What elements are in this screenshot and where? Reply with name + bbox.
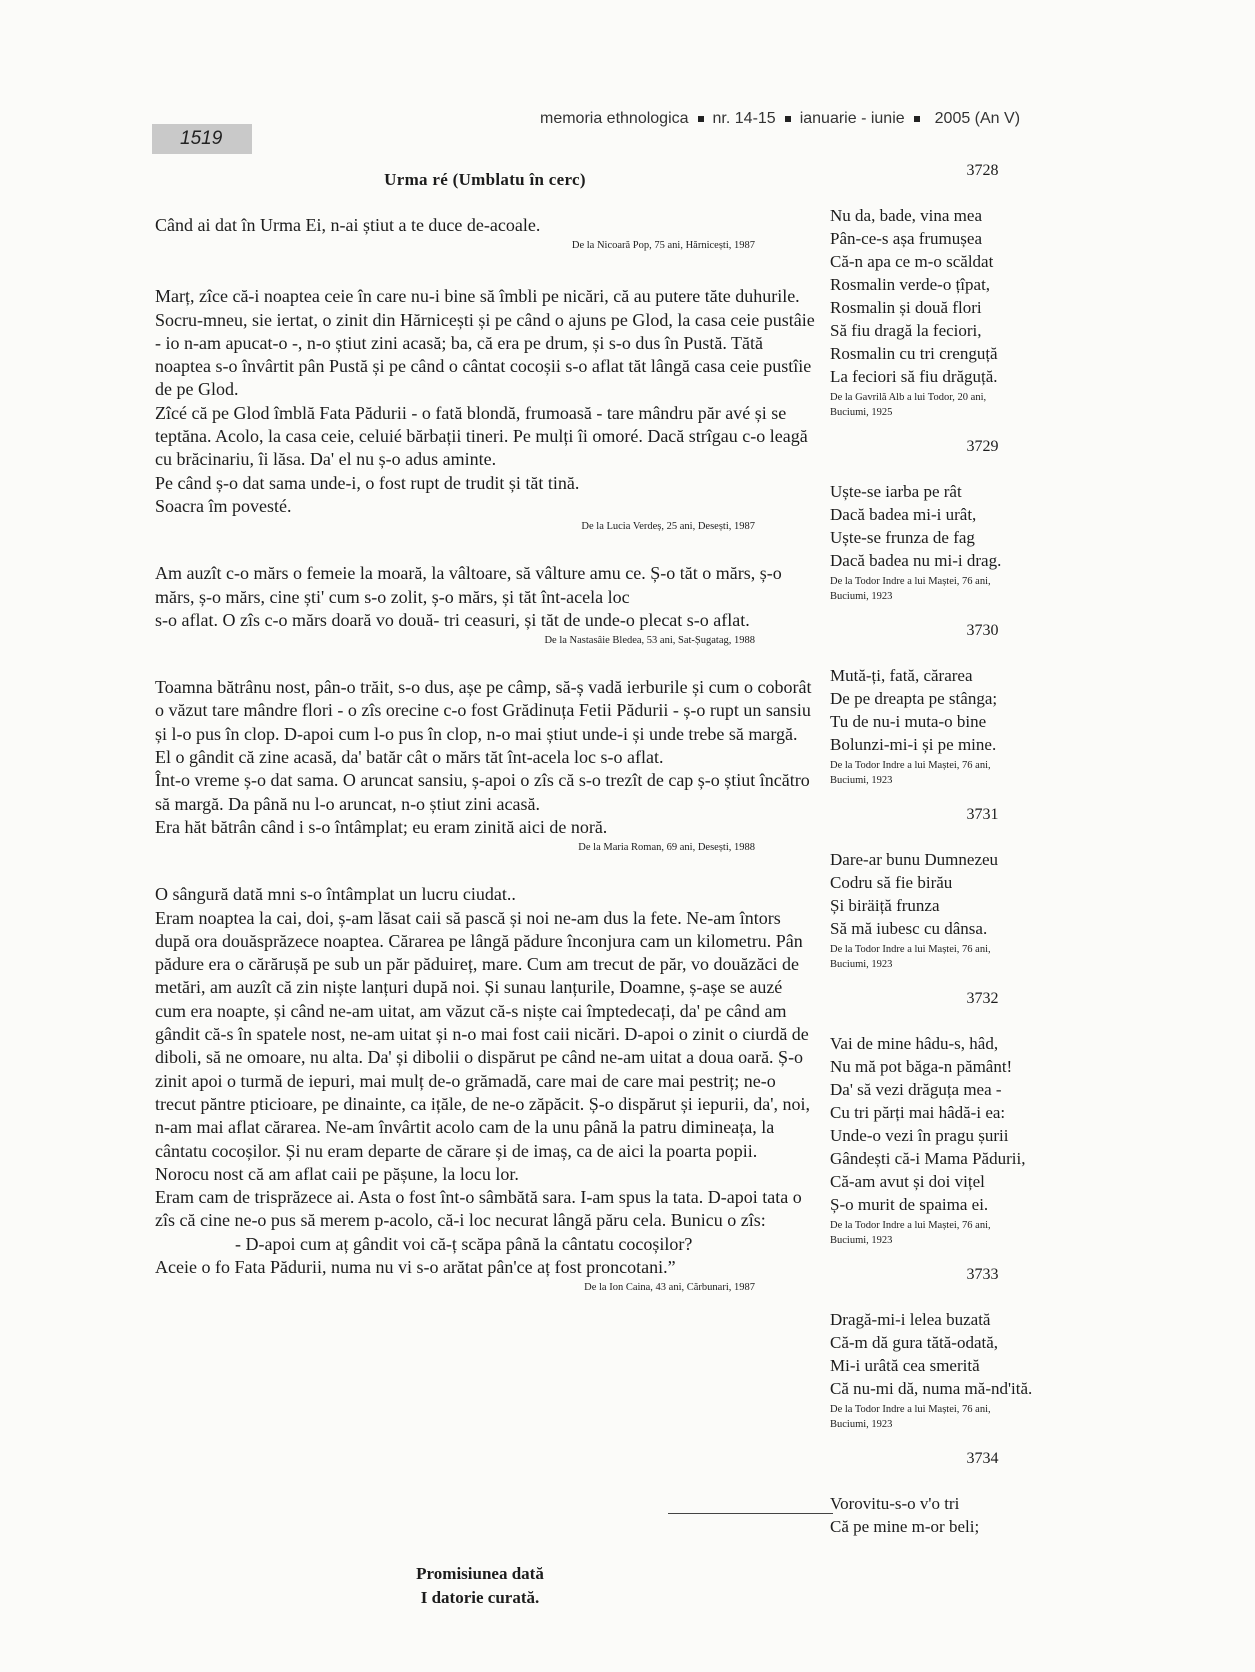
poem-line: Rosmalin și două flori: [830, 298, 982, 317]
issue-year: 2005 (An V): [934, 110, 1021, 127]
poem-source: De la Todor Indre a lui Maștei, 76 ani, Buciumi, 1923: [830, 760, 991, 786]
story-paragraph: s-o aflat. O zîs c-o mărs doară vo două- tri ceasuri, și tăt de unde-o plecat s-o aflat.: [155, 609, 750, 630]
left-column: [155, 170, 815, 1317]
story-source: De la Lucia Verdeș, 25 ani, Desești, 1987: [581, 521, 755, 533]
poem-line: Dragă-mi-i lelea buzată: [830, 1310, 991, 1329]
journal-name: memoria ethnologica: [540, 110, 689, 127]
poem-line: Că-am avut și doi vițel: [830, 1172, 985, 1191]
story-paragraph: Eram cam de trisprăzece ai. Asta o fost înt-o sâmbătă sara. I-am spus la tata. D-apoi tata o zîs că cine ne-o pus să merem p-acolo, că-i loc necurat lângă păru cela. Bunicu o zîs:: [155, 1187, 802, 1231]
section-title: Urma ré (Umblatu în cerc): [384, 170, 586, 189]
poem-line: De pe dreapta pe stânga;: [830, 689, 998, 708]
poem: [830, 1450, 1115, 1538]
story-paragraph: O sângură dată mni s-o întâmplat un lucru ciudat..: [155, 884, 516, 905]
poem-line: Mută-ți, fată, cărarea: [830, 666, 973, 685]
story-paragraph: Marț, zîce că-i noaptea ceie în care nu-i bine să îmbli pe nicări, că au putere tăte duhurile.: [155, 286, 800, 307]
poem-line: Bolunzi-mi-i și pe mine.: [830, 735, 997, 754]
issue-number: nr. 14-15: [712, 110, 776, 127]
poem-line: Uște-se iarba pe rât: [830, 482, 962, 501]
poem-line: Mi-i urâtă cea smerită: [830, 1356, 980, 1375]
poem: [830, 1266, 1115, 1432]
poem-line: Dare-ar bunu Dumnezeu: [830, 850, 999, 869]
poem-line: Că pe mine m-or beli;: [830, 1517, 980, 1536]
poem-source: De la Gavrilă Alb a lui Todor, 20 ani, Buciumi, 1925: [830, 392, 987, 418]
story-paragraph: Soacra îm povesté.: [155, 495, 292, 516]
poem-source: De la Todor Indre a lui Maștei, 76 ani, Buciumi, 1923: [830, 576, 991, 602]
right-column: [830, 162, 1115, 1556]
separator-square-icon: [914, 116, 920, 122]
story: [155, 562, 815, 648]
next-section-title-line: Promisiunea dată: [416, 1564, 544, 1583]
story-source: De la Nastasâie Bledea, 53 ani, Sat-Șugatag, 1988: [544, 635, 755, 647]
issue-months: ianuarie - iunie: [799, 110, 905, 127]
story: [155, 214, 815, 253]
poem-source: De la Todor Indre a lui Maștei, 76 ani, Buciumi, 1923: [830, 944, 991, 970]
poem-line: Să mă iubesc cu dânsa.: [830, 919, 988, 938]
story-source: De la Nicoară Pop, 75 ani, Hărnicești, 1987: [571, 240, 755, 252]
story-paragraph: Zîcé că pe Glod îmblă Fata Pădurii - o fată blondă, frumoasă - tare mândru păr avé și se teptăna. Acolo, la casa ceie, celuié bărbații tineri. Pe mulți îi omoré. Dacă strîgau c-o leagă cu brăcinariu, îi lăsa. Da' el nu ș-o adus aminte.: [155, 402, 808, 470]
poem-number: 3729: [966, 438, 999, 455]
poem-line: Cu tri părți mai hâdă-i ea:: [830, 1103, 1006, 1122]
poem-line: Tu de nu-i muta-o bine: [830, 712, 987, 731]
story-paragraph: Toamna bătrânu nost, pân-o trăit, s-o dus, așe pe câmp, să-ș vadă ierburile și cum o coborât o văzut tare mândre flori - o zîs orecine c-o fost Grădinuța Fetii Pădurii - ș-o rupt un sansiu și l-o pus în clop. D-apoi cum l-o pus în clop, n-o mai știut unde-i și unde trebe să margă. El o gândit că zine acasă, da' batăr cât o mărs tăt înt-acela loc s-o aflat.: [155, 677, 812, 768]
poem-number: 3730: [966, 622, 999, 639]
story-source: De la Maria Roman, 69 ani, Desești, 1988: [578, 842, 755, 854]
story-paragraph: Pe când ș-o dat sama unde-i, o fost rupt de trudit și tăt tină.: [155, 472, 580, 493]
story: [155, 676, 815, 855]
poem: [830, 438, 1115, 604]
poem-line: Că-n apa ce m-o scăldat: [830, 252, 994, 271]
poem-line: Să fiu dragă la feciori,: [830, 321, 982, 340]
poem-line: Rosmalin cu tri crenguță: [830, 344, 998, 363]
poem-number: 3732: [966, 990, 999, 1007]
poem-line: Dacă badea mi-i urât,: [830, 505, 977, 524]
poem-line: Și biräiță frunza: [830, 896, 940, 915]
poem-line: Nu mă pot băga-n pământ!: [830, 1057, 1013, 1076]
page-number: 1519: [152, 124, 252, 154]
story-paragraph: Am auzît c-o mărs o femeie la moară, la vâltoare, să vâlture amu ce. Ș-o tăt o mărs, ș-o mărs, ș-o mărs, cine ști' cum s-o zolit, ș-o mărs, și tăt înt-acela loc: [155, 563, 782, 607]
story-paragraph: Când ai dat în Urma Ei, n-ai știut a te duce de-acoale.: [155, 215, 541, 235]
poem-number: 3733: [966, 1266, 999, 1283]
running-header: [540, 110, 1020, 128]
poem: [830, 162, 1115, 420]
story-source: De la Ion Caina, 43 ani, Cărbunari, 1987: [584, 1282, 755, 1294]
separator-square-icon: [698, 116, 704, 122]
story-paragraph: Înt-o vreme ș-o dat sama. O aruncat sansiu, ș-apoi o zîs că s-o trezît de cap ș-o știut încătro să margă. Da până nu l-o aruncat, n-o știut zini acasă.: [155, 770, 810, 814]
poem-source: De la Todor Indre a lui Maștei, 76 ani, Buciumi, 1923: [830, 1404, 991, 1430]
story-paragraph: Eram noaptea la cai, doi, ș-am lăsat caii să pască și noi ne-am dus la fete. Ne-am întors după ora douăsprăzece noaptea. Cărarea pe lângă pădure înconjura cam un kilometru. Pân pădure era o cărărușă pe sub un păr păduireț, mare. Cum am trecut de păr, vo douăzăci de metări, am auzît că zin niște lanțuri după noi. Și sunau lanțurile, Doamne, ș-așe se auzé cum era noapte, și când ne-am uitat, am văzut că-s niște cai împtedecați, da' pe când am gândit că-s în spatele nost, ne-am uitat și n-o mai fost caii nicări. D-apoi o zinit o ciurdă de diboli, să ne omoare, nu alta. Da' și dibolii o dispărut pe când ne-am uitat a doua oară. Ș-o zinit apoi o turmă de iepuri, mai mulț de-o grămadă, care mai de care mai pestriț; ne-o trecut păntre pticioare, pe dinainte, ca ițăle, de ne-o zăpăcit. Ș-o dispărut și iepurii, da', noi, n-am mai aflat cărarea. Ne-am învârtit acolo cam de la unu până la patru dimineața, la cântatu cocoșilor. Și nu eram departe de cărare și de imaș, ca de aici la poarta popii. Norocu nost că am aflat caii pe pășune, la locu lor.: [155, 907, 810, 1184]
quote-line: - D-apoi cum aț gândit voi că-ț scăpa până la cântatu cocoșilor?: [235, 1233, 693, 1254]
story-paragraph: Era hăt bătrân când i s-o întâmplat; eu eram zinită aici de noră.: [155, 816, 608, 837]
poem-number: 3731: [966, 806, 999, 823]
poem: [830, 990, 1115, 1248]
quote-line: Aceie o fo Fata Pădurii, numa nu vi s-o arătat pân'ce aț fost proncotani.”: [155, 1256, 676, 1277]
poem-number: 3728: [966, 162, 999, 179]
poem-line: Că nu-mi dă, numa mă-nd'ită.: [830, 1379, 1033, 1398]
poem: [830, 622, 1115, 788]
poem-line: Pân-ce-s așa frumușea: [830, 229, 982, 248]
poem: [830, 806, 1115, 972]
poem-line: Ș-o murit de spaima ei.: [830, 1195, 989, 1214]
poem-line: Nu da, bade, vina mea: [830, 206, 982, 225]
poem-line: Unde-o vezi în pragu șurii: [830, 1126, 1009, 1145]
story: [155, 883, 815, 1295]
poem-line: Dacă badea nu mi-i drag.: [830, 551, 1002, 570]
poem-source: De la Todor Indre a lui Maștei, 76 ani, Buciumi, 1923: [830, 1220, 991, 1246]
next-section-title: [380, 1562, 580, 1610]
poem-line: Da' să vezi drăguța mea -: [830, 1080, 1002, 1099]
poem-line: Vorovitu-s-o v'o tri: [830, 1494, 960, 1513]
separator-square-icon: [785, 116, 791, 122]
poem-line: Uște-se frunza de fag: [830, 528, 975, 547]
story-paragraph: Socru-mneu, sie iertat, o zinit din Hărnicești și pe când o ajuns pe Glod, la casa ceie pustâie - io n-am apucat-o -, n-o știut zini acasă; ba, că era pe drum, și s-o dus în Pustă. Tătă noaptea s-o învârtit pân Pustă și pe când o cântat cocoșii s-o aflat tăt lângă casa ceie pustîie de pe Glod.: [155, 309, 815, 400]
poem-line: Vai de mine hâdu-s, hâd,: [830, 1034, 999, 1053]
poem-line: Că-m dă gura tătă-odată,: [830, 1333, 999, 1352]
story: [155, 285, 815, 534]
poem-line: Rosmalin verde-o țîpat,: [830, 275, 991, 294]
poem-number: 3734: [966, 1450, 999, 1467]
divider: [668, 1513, 833, 1514]
next-section-title-line: I datorie curată.: [420, 1588, 540, 1607]
poem-line: Gândești că-i Mama Pădurii,: [830, 1149, 1026, 1168]
poem-line: Codru să fie birău: [830, 873, 953, 892]
poem-line: La feciori să fiu drăguță.: [830, 367, 998, 386]
